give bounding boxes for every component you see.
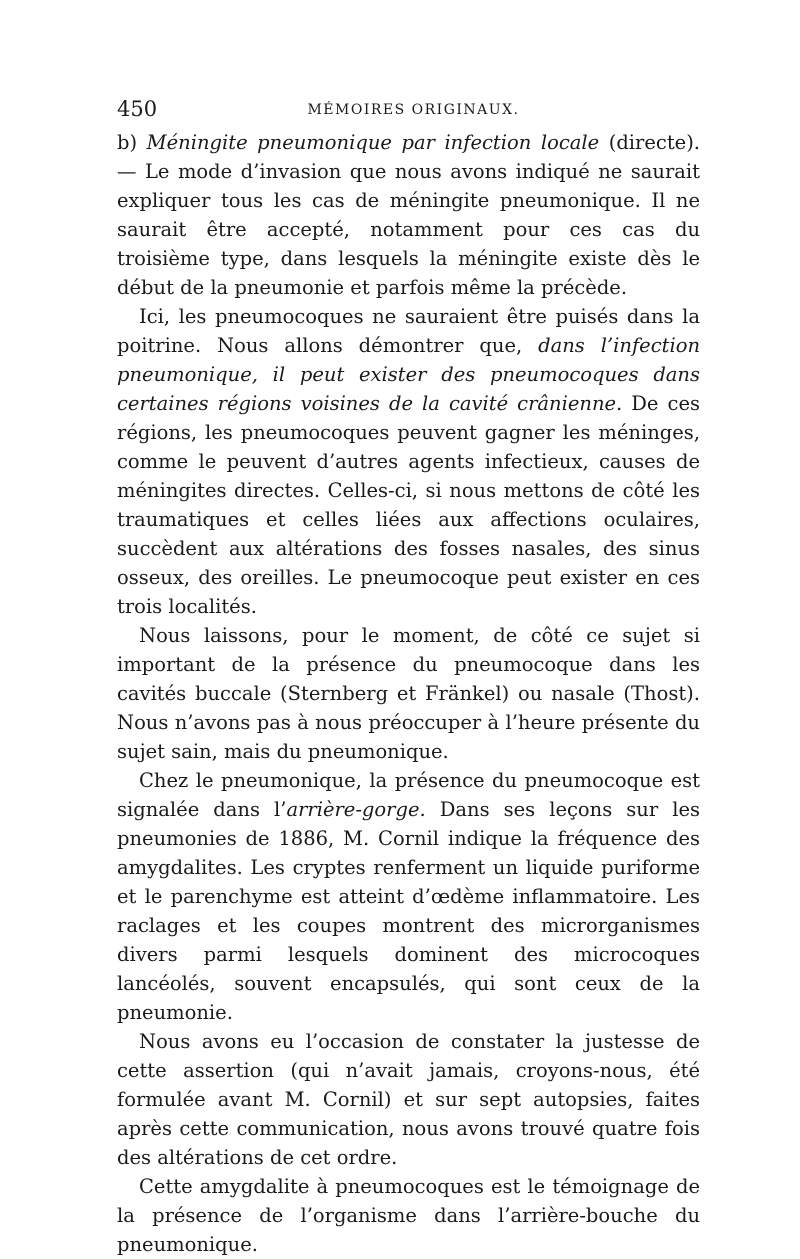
- paragraph: [117, 128, 700, 302]
- paragraph: [117, 302, 700, 621]
- italic-text-run: Méningite pneumonique par infection locale: [146, 131, 600, 154]
- running-head: MÉMOIRES ORIGINAUX.: [307, 102, 520, 118]
- text-run: Nous avons eu l’occasion de constater la justesse de cette assertion (qui n’avait jamais, croyons-nous, été formulée avant M. Cornil) et sur sept autopsies, faites après cette communication, nous avons trouvé quatre fois des altérations de cet ordre.: [117, 1030, 700, 1169]
- text-run: b): [117, 131, 147, 154]
- text-run: Nous laissons, pour le moment, de côté ce sujet si important de la présence du pneumocoque dans les cavités buccale (Sternberg et Fränkel) ou nasale (Thost). Nous n’avons pas à nous préoccuper à l’heure présente du sujet sain, mais du pneumonique.: [117, 624, 700, 763]
- text-run: De ces régions, les pneumocoques peuvent gagner les méninges, comme le peuvent d’autres agents infectieux, causes de méningites directes. Celles-ci, si nous mettons de côté les traumatiques et celles liées aux affections oculaires, succèdent aux altérations des fosses nasales, des sinus osseux, des oreilles. Le pneumocoque peut exister en ces trois localités.: [117, 392, 700, 618]
- paragraph: [117, 1027, 700, 1172]
- body-text: [117, 128, 700, 1259]
- text-run: (directe). — Le mode d’invasion que nous avons indiqué ne saurait expliquer tous les cas de méningite pneumonique. Il ne saurait être accepté, notamment pour ces cas du troisième type, dans lesquels la méningite existe dès le début de la pneumonie et parfois même la précède.: [117, 131, 701, 299]
- italic-text-run: dans l’infection pneumonique, il peut exister des pneumocoques dans certaines régions voisines de la cavité crânienne.: [117, 334, 700, 415]
- paragraph: [117, 621, 700, 766]
- text-run: Cette amygdalite à pneumocoques est le témoignage de la présence de l’organisme dans l’arrière-bouche du pneumonique.: [117, 1175, 700, 1256]
- text-run: Ici, les pneumocoques ne sauraient être puisés dans la poitrine. Nous allons démontrer que,: [117, 305, 700, 357]
- page-number: 450: [117, 97, 158, 121]
- text-run: Chez le pneumonique, la présence du pneumocoque est signalée dans l’: [117, 769, 700, 821]
- paragraph: [117, 766, 700, 1027]
- text-run: Dans ses leçons sur les pneumonies de 1886, M. Cornil indique la fréquence des amygdalites. Les cryptes renferment un liquide puriforme et le parenchyme est atteint d’œdème inflammatoire. Les raclages et les coupes montrent des microrganismes divers parmi lesquels dominent des microcoques lancéolés, souvent encapsulés, qui sont ceux de la pneumonie.: [117, 798, 700, 1024]
- paragraph: [117, 1172, 700, 1259]
- italic-text-run: arrière-gorge.: [286, 798, 426, 821]
- page-header: [117, 94, 700, 124]
